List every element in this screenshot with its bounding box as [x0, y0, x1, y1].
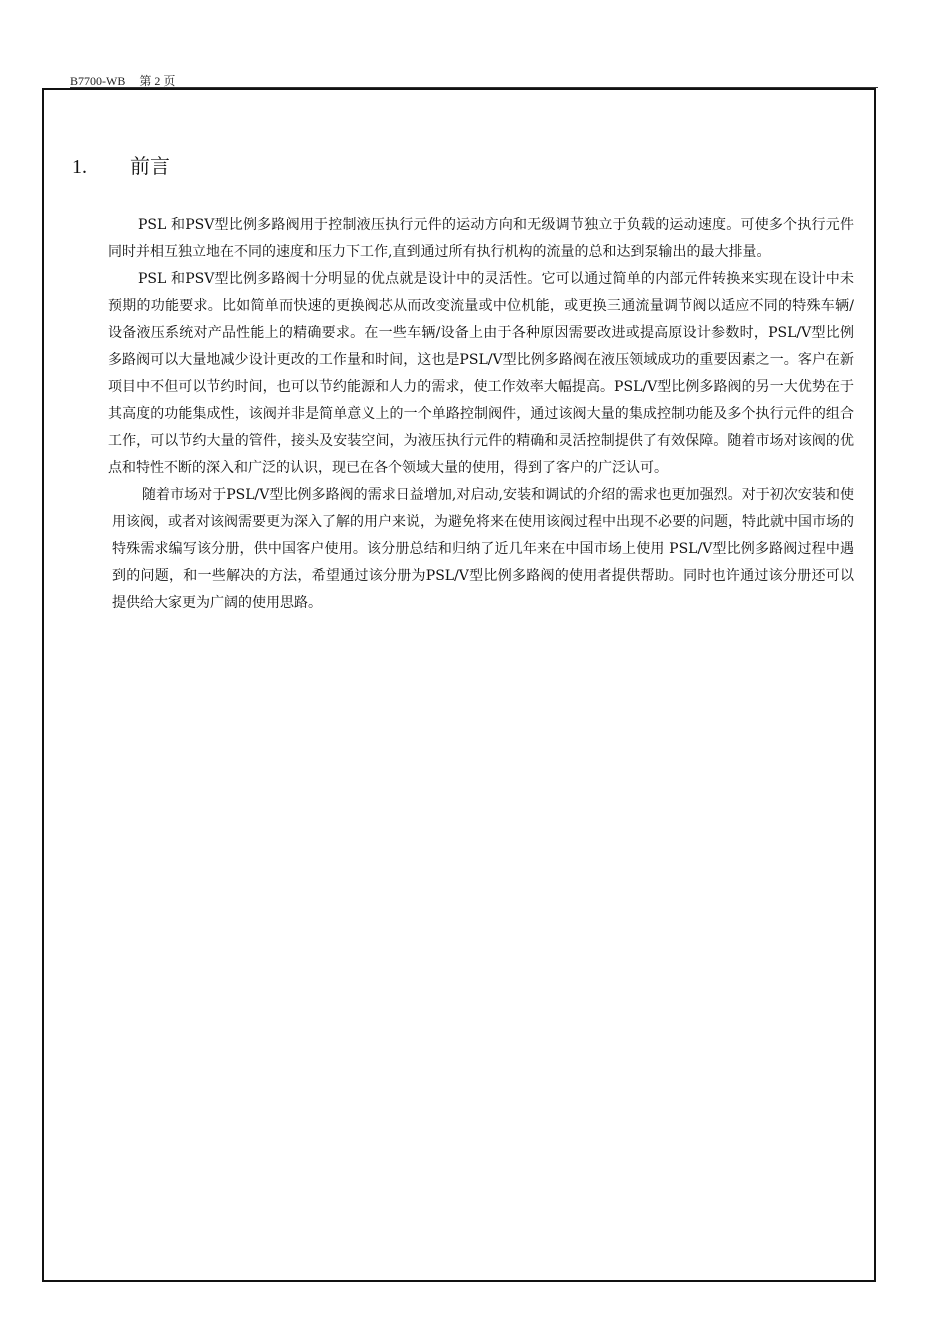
body-text — [108, 212, 854, 617]
page-number: 第 2 页 — [139, 74, 176, 88]
paragraph: PSL 和PSV型比例多路阀十分明显的优点就是设计中的灵活性。它可以通过简单的内部元件转换来实现在设计中未预期的功能要求。比如简单而快速的更换阀芯从而改变流量或中位机能，或更换三通流量调节阀以适应不同的特殊车辆/设备液压系统对产品性能上的精确要求。在一些车辆/设备上由于各种原因需要改进或提高原设计参数时，PSL/V型比例多路阀可以大量地减少设计更改的工作量和时间，这也是PSL/V型比例多路阀在液压领域成功的重要因素之一。客户在新项目中不但可以节约时间，也可以节约能源和人力的需求，使工作效率大幅提高。PSL/V型比例多路阀的另一大优势在于其高度的功能集成性，该阀并非是简单意义上的一个单路控制阀件，通过该阀大量的集成控制功能及多个执行元件的组合工作，可以节约大量的管件，接头及安装空间，为液压执行元件的精确和灵活控制提供了有效保障。随着市场对该阀的优点和特性不断的深入和广泛的认识，现已在各个领域大量的使用，得到了客户的广泛认可。 — [108, 271, 854, 476]
section-number: 1. — [72, 156, 87, 178]
section-title: 前言 — [130, 154, 170, 178]
paragraph: 随着市场对于PSL/V型比例多路阀的需求日益增加,对启动,安装和调试的介绍的需求也更加强烈。对于初次安装和使用该阀，或者对该阀需要更为深入了解的用户来说，为避免将来在使用该阀过程中出现不必要的问题，特此就中国市场的特殊需求编写该分册，供中国客户使用。该分册总结和归纳了近几年来在中国市场上使用 PSL/V型比例多路阀过程中遇到的问题，和一些解决的方法，希望通过该分册为PSL/V型比例多路阀的使用者提供帮助。同时也许通过该分册还可以提供给大家更为广阔的使用思路。 — [112, 487, 854, 611]
paragraph: PSL 和PSV型比例多路阀用于控制液压执行元件的运动方向和无级调节独立于负载的运动速度。可使多个执行元件同时并相互独立地在不同的速度和压力下工作,直到通过所有执行机构的流量的总和达到泵输出的最大排量。 — [108, 217, 854, 260]
document-code: B7700-WB — [70, 74, 126, 88]
section-heading — [72, 150, 170, 179]
